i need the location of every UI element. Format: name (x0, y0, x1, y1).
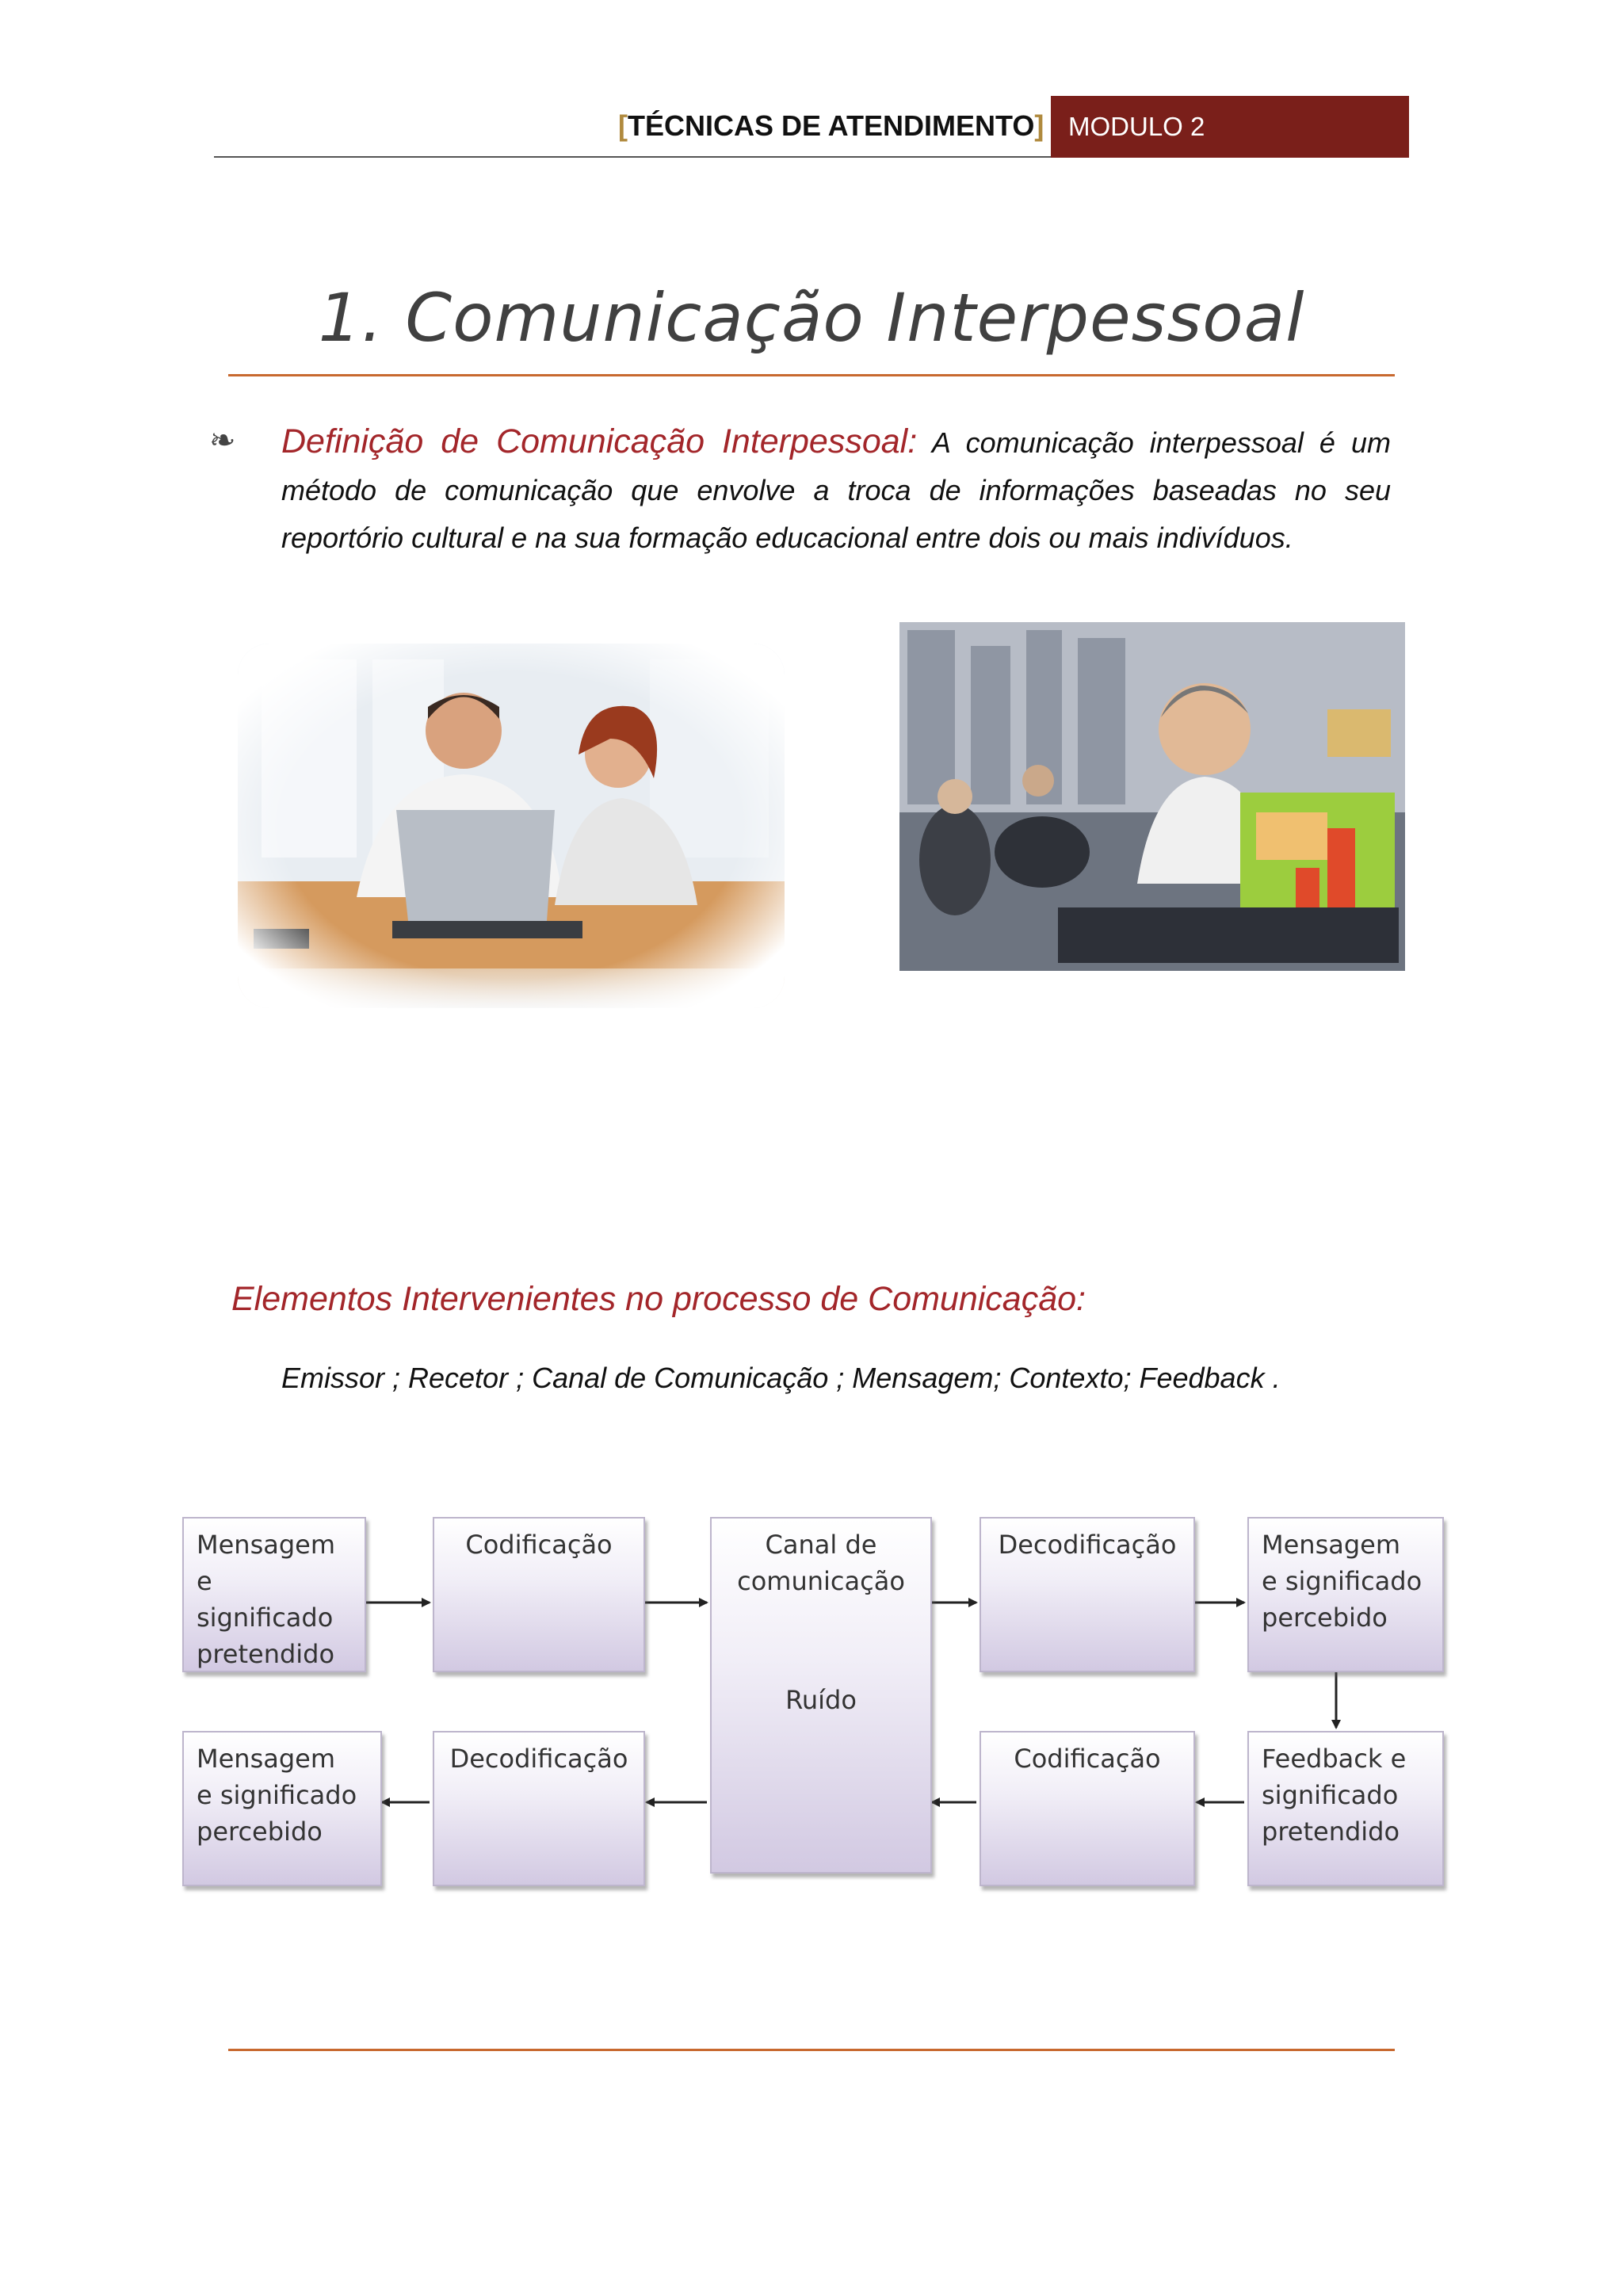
communication-process-diagram (174, 1498, 1442, 1910)
box-feedback: Feedback e significado pretendido (1247, 1731, 1444, 1886)
channel-label: Canal de comunicação (737, 1530, 905, 1596)
footer-rule (228, 2049, 1395, 2051)
definition-paragraph (281, 418, 1391, 562)
box-channel (710, 1517, 932, 1874)
noise-label: Ruído (785, 1685, 857, 1715)
box-intended-message: Mensagem e significado pretendido (182, 1517, 366, 1672)
page-title: 1. Comunicação Interpessoal (318, 279, 1305, 357)
box-encoding-top: Codificação (433, 1517, 645, 1672)
header-title: [TÉCNICAS DE ATENDIMENTO] (618, 109, 1044, 142)
box-encoding-bottom: Codificação (980, 1731, 1195, 1886)
office-photo (238, 644, 785, 1008)
box-decoding-top: Decodificação (980, 1517, 1195, 1672)
header-title-text: TÉCNICAS DE ATENDIMENTO (628, 109, 1035, 142)
definition-label: Definição de Comunicação Interpessoal: (281, 422, 918, 460)
elements-heading: Elementos Intervenientes no processo de Comunicação: (231, 1280, 1086, 1318)
box-perceived-message-bottom: Mensagem e significado percebido (182, 1731, 382, 1886)
elements-list: Emissor ; Recetor ; Canal de Comunicação ; Mensagem; Contexto; Feedback . (281, 1362, 1281, 1394)
title-rule (228, 374, 1395, 376)
definition-text: A comunicação interpessoal é um método de comunicação que envolve a troca de informações baseadas no seu reportório cultural e na sua formação educacional entre dois ou mais indivíduos. (281, 426, 1391, 554)
retro-illustration (899, 622, 1405, 971)
module-badge: MODULO 2 (1051, 96, 1409, 158)
header-rule (214, 156, 1051, 158)
box-decoding-bottom: Decodificação (433, 1731, 645, 1886)
box-perceived-message-top: Mensagem e significado percebido (1247, 1517, 1444, 1672)
bullet-flourish-icon: ❧ (209, 422, 236, 459)
